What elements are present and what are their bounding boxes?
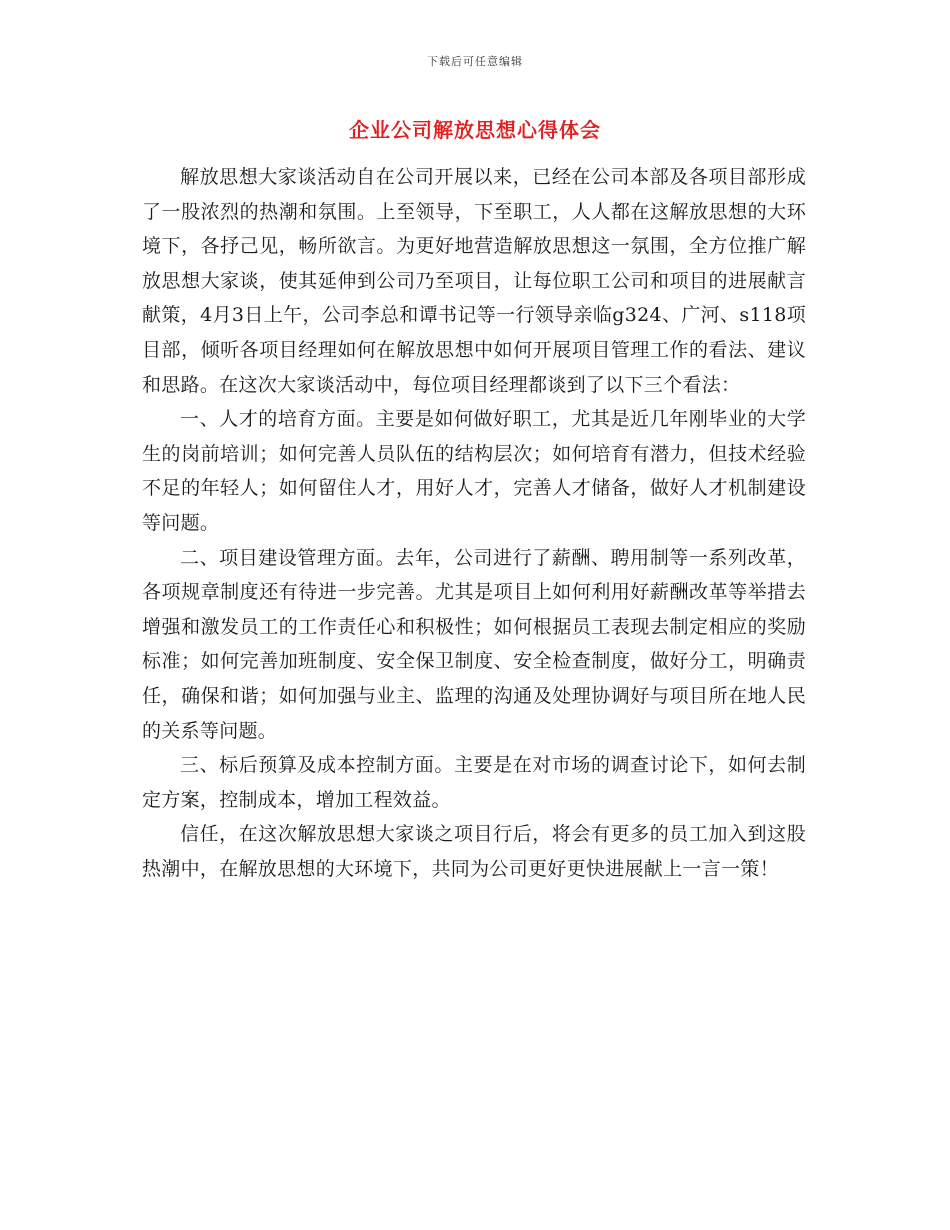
- paragraph-conclusion: 信任，在这次解放思想大家谈之项目行后，将会有更多的员工加入到这股热潮中，在解放思想的大环境下，共同为公司更好更快进展献上一言一策！: [142, 823, 806, 880]
- paragraph-cost-control: 三、标后预算及成本控制方面。主要是在对市场的调查讨论下，如何去制定方案，控制成本，增加工程效益。: [142, 754, 806, 811]
- paragraph-intro: 解放思想大家谈活动自在公司开展以来，已经在公司本部及各项目部形成了一股浓烈的热潮和氛围。上至领导，下至职工，人人都在这解放思想的大环境下，各抒己见，畅所欲言。为更好地营造解放思想这一氛围，全方位推广解放思想大家谈，使其延伸到公司乃至项目，让每位职工公司和项目的进展献言献策，4月3日上午，公司李总和谭书记等一行领导亲临g324、广河、s118项目部，倾听各项目经理如何在解放思想中如何开展项目管理工作的看法、建议和思路。在这次大家谈活动中，每位项目经理都谈到了以下三个看法：: [142, 166, 806, 396]
- paragraph-talent: 一、人才的培育方面。主要是如何做好职工，尤其是近几年刚毕业的大学生的岗前培训；如何完善人员队伍的结构层次；如何培育有潜力，但技术经验不足的年轻人；如何留住人才，用好人才，完善人才储备，做好人才机制建设等问题。: [142, 408, 806, 534]
- document-body: [142, 160, 806, 886]
- header-note: 下载后可任意编辑: [427, 55, 523, 68]
- paragraph-project-management: 二、项目建设管理方面。去年，公司进行了薪酬、聘用制等一系列改革，各项规章制度还有待进一步完善。尤其是项目上如何利用好薪酬改革等举措去增强和激发员工的工作责任心和积极性；如何根据员工表现去制定相应的奖励标准；如何完善加班制度、安全保卫制度、安全检查制度，做好分工，明确责任，确保和谐；如何加强与业主、监理的沟通及处理协调好与项目所在地人民的关系等问题。: [142, 546, 806, 742]
- document-title: 企业公司解放思想心得体会: [349, 118, 601, 142]
